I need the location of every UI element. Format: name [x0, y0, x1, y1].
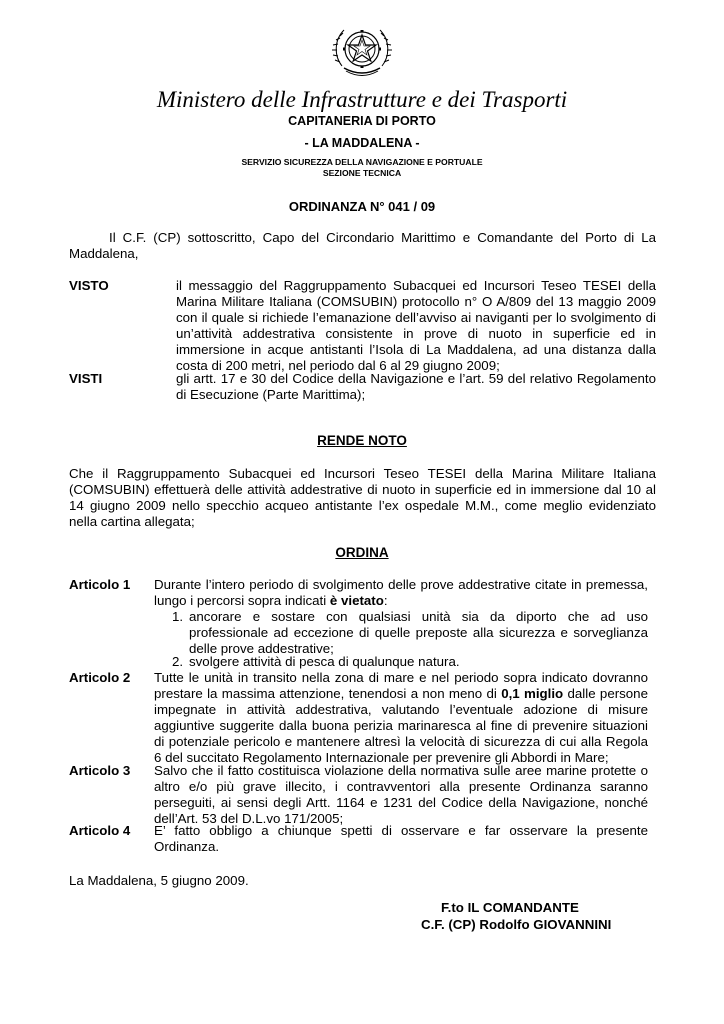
signature-name: C.F. (CP) Rodolfo GIOVANNINI	[421, 917, 612, 932]
visto-text: il messaggio del Raggruppamento Subacquei ed Incursori Teseo TESEI della Marina Militare Italiana (COMSUBIN) protocollo n° O A/809 del 13 maggio 2009 con il quale si richiede l’emanazione dell’avviso ai naviganti per lo svolgimento di un’attività addestrativa consistente in prove di nuoto in superficie ed in immersione in acque antistanti l’Isola di La Maddalena, ad una distanza dalla costa di 200 metri, nel periodo dal 6 al 29 giugno 2009;	[176, 278, 656, 373]
article-1-label: Articolo 1	[69, 577, 131, 592]
service-name: SERVIZIO SICUREZZA DELLA NAVIGAZIONE E PORTUALE	[241, 157, 483, 167]
article-4-label: Articolo 4	[69, 823, 131, 838]
office-name: CAPITANERIA DI PORTO	[288, 114, 436, 128]
ordina-heading: ORDINA	[335, 545, 389, 560]
date-line: La Maddalena, 5 giugno 2009.	[69, 873, 249, 888]
article-2-text-pre: Tutte le unità in transito nella zona di mare e nel periodo sopra indicato dovranno prestare la massima attenzione, tenendosi a non meno di	[154, 670, 648, 701]
rende-noto-text: Che il Raggruppamento Subacquei ed Incursori Teseo TESEI della Marina Militare Italiana (COMSUBIN) effettuerà delle attività addestrative di nuoto in superficie ed in immersione dal 10 al 14 giugno 2009 nello specchio acqueo antistante l’ex ospedale M.M., come meglio evidenziato nella cartina allegata;	[69, 466, 656, 529]
article-2-text	[154, 670, 648, 766]
republic-emblem-icon	[332, 18, 392, 80]
article-2-text-post: dalle persone impegnate in attività addestrativa, valutando l’eventuale adozione di misure aggiuntive suggerite dalla buona perizia marinaresca al fine di prevenire situazioni di potenziale pericolo e mantenere altresì la velocità di sicurezza di cui alla Regola 6 del succitato Regolamento Internazionale per prevenire gli Abbordi in Mare;	[154, 686, 648, 765]
article-3-text: Salvo che il fatto costituisca violazione della normativa sulle aree marine protette o altro e/o più grave illecito, i contravventori alla presente Ordinanza saranno perseguiti, ai sensi degli Artt. 1164 e 1231 del Codice della Navigazione, nonché dell’Art. 53 del D.L.vo 171/2005;	[154, 763, 648, 826]
article-2-text-bold: 0,1 miglio	[501, 686, 564, 701]
list-item-number: 2.	[172, 654, 184, 669]
list-item-text: ancorare e sostare con qualsiasi unità sia da diporto che ad uso professionale ad eccezione di quelle preposte alla sicurezza e sorveglianza delle prove addestrative;	[189, 609, 648, 656]
visti-text: gli artt. 17 e 30 del Codice della Navigazione e l’art. 59 del relativo Regolamento di Esecuzione (Parte Marittima);	[176, 371, 656, 402]
list-item-text: svolgere attività di pesca di qualunque natura.	[189, 654, 460, 669]
list-item-number: 1.	[172, 609, 184, 624]
signature-title: F.to IL COMANDANTE	[441, 900, 579, 915]
office-location: - LA MADDALENA -	[304, 136, 420, 150]
rende-noto-heading: RENDE NOTO	[317, 433, 407, 448]
article-1-item-2	[172, 654, 648, 670]
article-4-text: E’ fatto obbligo a chiunque spetti di osservare e far osservare la presente Ordinanza.	[154, 823, 648, 854]
article-1-text	[154, 577, 648, 609]
article-1-text-bold: è vietato	[329, 593, 384, 608]
section-name: SEZIONE TECNICA	[322, 168, 402, 178]
ordinance-number: ORDINANZA N° 041 / 09	[288, 199, 436, 214]
article-2-label: Articolo 2	[69, 670, 131, 685]
visti-label: VISTI	[69, 371, 103, 386]
visto-label: VISTO	[69, 278, 109, 293]
intro-paragraph: Il C.F. (CP) sottoscritto, Capo del Circondario Marittimo e Comandante del Porto di La Maddalena,	[69, 230, 656, 261]
article-1-item-1	[172, 609, 648, 657]
article-1-text-pre: Durante l’intero periodo di svolgimento delle prove addestrative citate in premessa, lungo i percorsi sopra indicati	[154, 577, 648, 608]
article-3-label: Articolo 3	[69, 763, 131, 778]
article-1-text-post: :	[383, 593, 388, 608]
ministry-title: Ministero delle Infrastrutture e dei Trasporti	[156, 87, 568, 112]
